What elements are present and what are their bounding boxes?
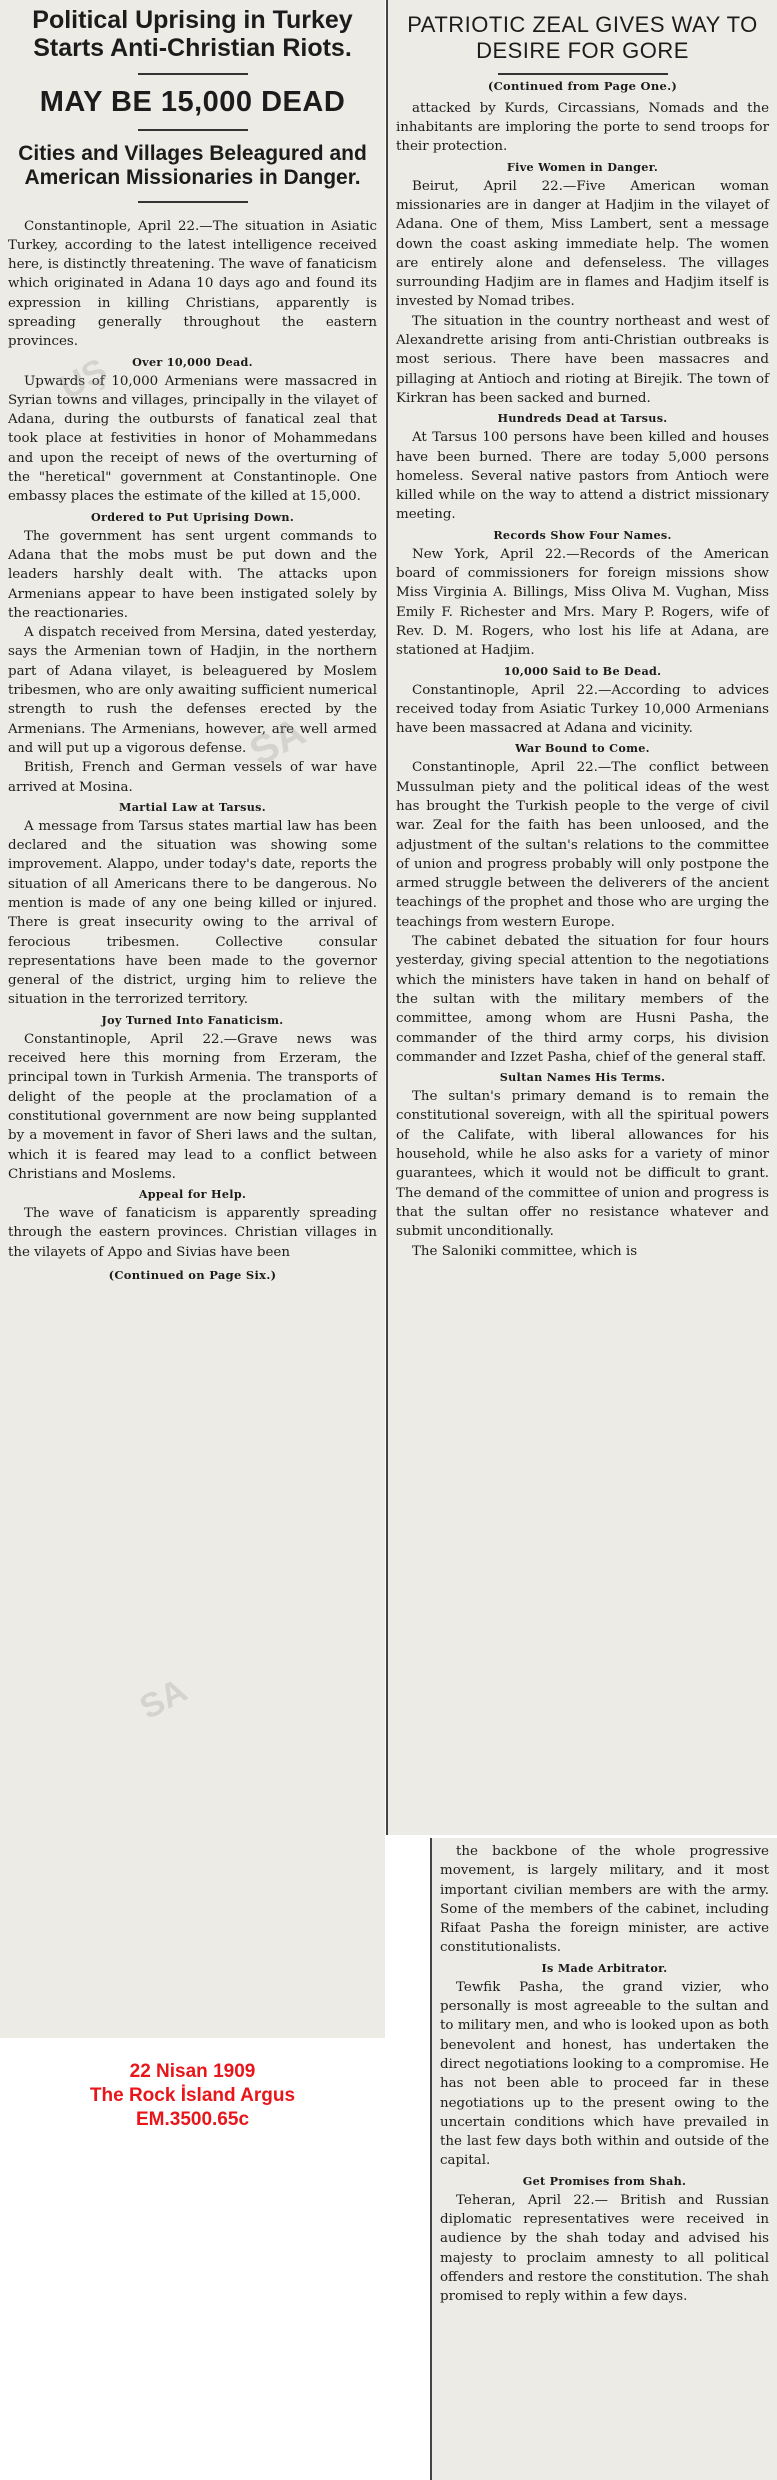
caption-date: 22 Nisan 1909 [129,2061,256,2082]
caption-source: The Rock İsland Argus [89,2085,296,2106]
paragraph: Constantinople, April 22.—According to advices received today from Asiatic Turkey 10,000 Armenians have been massacred at Adana and vicinity. [396,682,769,737]
subheading: Joy Turned Into Fanaticism. [101,1012,284,1027]
subheading: Five Women in Danger. [506,159,659,174]
right-lower-column [432,1838,777,2480]
paragraph: A message from Tarsus states martial law has been declared and the situation was showing some improvement. Alappo, under today's date, reports the situation of all Americans there to be dangerous. No mention is made of any one being killed or injured. There is great insecurity owing to the arrival of ferocious tribesmen. Collective consular representations have been made to the governor general of the district, urging him to relieve the situation in the terrorized territory. [8,818,377,1008]
subheading: Records Show Four Names. [493,527,672,542]
subheading: Get Promises from Shah. [522,2173,687,2188]
watermark: UŞ [53,351,114,407]
subheading: Over 10,000 Dead. [132,354,253,369]
subheading: Ordered to Put Uprising Down. [90,509,295,524]
paragraph: The situation in the country northeast and west of Alexandrette arising from anti-Christian outbreaks is most serious. There have been massacres and pillaging at Antioch and rioting at Birejik. The town of Kirkran has been sacked and burned. [396,313,769,406]
watermark: SA [242,709,313,775]
paragraph: Beirut, April 22.—Five American woman missionaries are in danger at Hadjim in the vilayet of Adana. One of them, Miss Lambert, sent a message down the coast asking immediate help. The women are entirely alone and defenseless. The villages surrounding Hadjim are in flames and Hadjim itself is invested by Nomad tribes. [396,178,769,310]
paragraph: the backbone of the whole progressive movement, is largely military, and it most important civilian members are with the army. Some of the members of the cabinet, including Rifaat Pasha the foreign minister, are active constitutionalists. [440,1844,769,1956]
subheading: War Bound to Come. [515,741,650,756]
paragraph: The government has sent urgent commands to Adana that the mobs must be put down and the leaders harshly dealt with. The attacks upon Armenians appear to have been instigated solely by the reactionaries. [8,528,377,621]
right-column-text [396,0,769,1261]
headline-main: Political Uprising in Turkey Starts Anti-Christian Riots. [32,6,353,62]
column-rule [430,1838,432,2480]
paragraph: The cabinet debated the situation for four hours yesterday, giving special attention to the negotiations which the ministers have taken in hand on behalf of the sultan with the military members of the committee, among whom are Husni Pasha, the commander of the third army corps, his division commander and Izzet Pasha, chief of the general staff. [396,934,769,1065]
paragraph: A dispatch received from Mersina, dated yesterday, says the Armenian town of Hadjin, in the northern part of Adana vilayet, is beleaguered by Moslem tribesmen, who are only awaiting sufficient numerical strength to rush the defenses erected by the Armenians. The Armenians, however, are well armed and will put up a vigorous defense. [8,625,377,756]
paragraph: Teheran, April 22.— British and Russian diplomatic representatives were received in audience by the shah today and advised his majesty to proclaim amnesty to all political offenders and restore the constitution. The shah promised to reply within a few days. [440,2192,769,2305]
paragraph: Constantinople, April 22.—The conflict between Mussulman piety and the political ideas of the west has brought the Turkish people to the verge of civil war. Zeal for the faith has been unloosed, and the adjustment of the sultan's relations to the committee of union and progress probably will only postpone the armed struggle between the deliverers of the ancient teachings of the prophet and those who are urging the teachings from western Europe. [396,760,769,930]
continued-note: (Continued on Page Six.) [108,1268,277,1283]
subheading: Hundreds Dead at Tarsus. [497,411,668,426]
divider [138,201,248,203]
headline-dead: MAY BE 15,000 DEAD [39,86,346,118]
subheading: Is Made Arbitrator. [541,1960,668,1975]
subheading: Appeal for Help. [138,1187,247,1202]
right-lower-text [440,1842,769,2307]
watermark: SA [133,1671,194,1727]
right-column [388,0,777,1835]
divider [498,73,668,75]
paragraph: At Tarsus 100 persons have been killed and houses have been burned. There are today 5,000 persons homeless. Several native pastors from Antioch were killed while on the way to attend a district missionary meeting. [396,430,769,523]
subheading: 10,000 Said to Be Dead. [503,663,662,678]
headline-right: PATRIOTIC ZEAL GIVES WAY TO DESIRE FOR GORE [407,12,758,64]
column-rule [386,0,388,1835]
left-column-text [8,0,377,1288]
paragraph: attacked by Kurds, Circassians, Nomads and the inhabitants are imploring the porte to send troops for their protection. [396,100,769,155]
paragraph: The Saloniki committee, which is [412,1243,638,1259]
divider [138,73,248,75]
paragraph: Upwards of 10,000 Armenians were massacred in Syrian towns and villages, principally in the vilayet of Adana, during the outbursts of fanatical zeal that took place at festivities in honor of Mohammedans and upon the receipt of news of the overturning of the "heretical" government at Constantinople. One embassy places the estimate of the killed at 15,000. [8,373,377,505]
caption-reference: EM.3500.65c [135,2109,250,2130]
paragraph: Constantinople, April 22.—The situation in Asiatic Turkey, according to the latest intelligence received here, is distinctly threatening. The wave of fanaticism which originated in Adana 10 days ago and found its expression in killing Christians, apparently is spreading generally throughout the eastern provinces. [8,218,377,350]
paragraph: New York, April 22.—Records of the American board of commissioners for foreign missions show Miss Virginia A. Billings, Miss Oliva M. Vughan, Miss Emily F. Richester and Mrs. Mary P. Rogers, wife of Rev. D. M. Rogers, who lost his life at Adana, are stationed at Hadjim. [396,546,769,659]
divider [138,129,248,131]
headline-sub: Cities and Villages Beleagured and American Missionaries in Danger. [18,142,367,189]
paragraph: British, French and German vessels of war have arrived at Mosina. [8,760,377,795]
left-column [0,0,385,2038]
subheading: Martial Law at Tarsus. [119,799,266,814]
paragraph: Constantinople, April 22.—Grave news was received here this morning from Erzeram, the principal town in Turkish Armenia. The transports of delight of the people at the proclamation of a constitutional government are now being supplanted by a movement in favor of Sheri laws and the sultan, which it is feared may lead to a conflict between Christians and Moslems. [8,1031,377,1182]
subheading: Sultan Names His Terms. [499,1070,666,1085]
paragraph: The sultan's primary demand is to remain the constitutional sovereign, with all the spiritual powers of the Califate, with liberal allowances for his household, while he also asks for a variety of minor guarantees, which it would not be difficult to grant. The demand of the committee of union and progress is that the sultan offer no resistance whatever and submit unconditionally. [396,1089,769,1240]
caption [0,2060,385,2132]
paragraph: Tewfik Pasha, the grand vizier, who personally is most agreeable to the sultan and to military men, and who is looked upon as both benevolent and honest, has undertaken the direct negotiations looking to a compromise. He has not been able to proceed far in these negotiations up to the present owing to the uncertain conditions which have prevailed in the last few days both within and outside of the capital. [440,1979,769,2169]
continued-note: (Continued from Page One.) [487,78,678,93]
paragraph: The wave of fanaticism is apparently spreading through the eastern provinces. Christian villages in the vilayets of Appo and Sivias have been [8,1206,377,1260]
